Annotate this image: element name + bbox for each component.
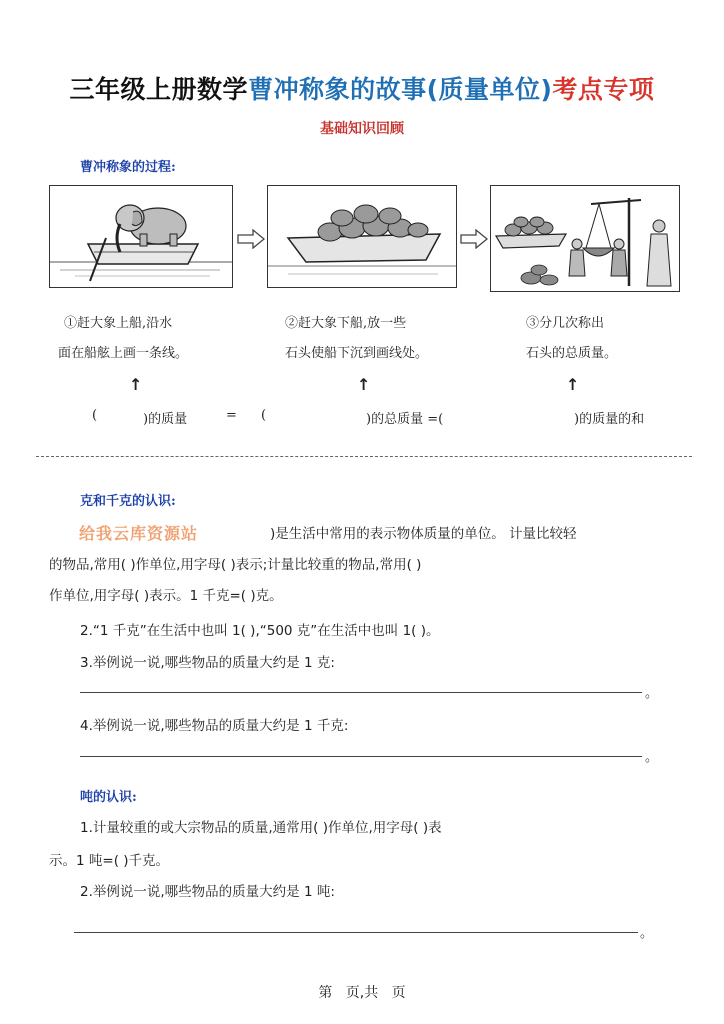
- section-divider: [36, 456, 692, 457]
- step-2-text: [285, 309, 428, 369]
- formula-open-paren-1: (: [92, 408, 98, 423]
- ton-q1-line2: 示。1 吨=( )千克。: [49, 853, 170, 869]
- answer-period: 。: [645, 686, 659, 701]
- boat-stones-image: [267, 185, 457, 288]
- step-2-line2: 石头使船下沉到画线处。: [285, 346, 429, 361]
- weighing-scene-image: [490, 185, 680, 292]
- answer-period: 。: [640, 926, 654, 941]
- up-arrow-icon: ↑: [357, 375, 371, 394]
- step-3-line1: ③分几次称出: [526, 316, 605, 331]
- step-3-text: [526, 309, 617, 369]
- step-1-text: [58, 309, 189, 369]
- gram-kg-q1-line1: )是生活中常用的表示物体质量的单位。 计量比较轻: [270, 526, 577, 542]
- formula-total-mass: )的总质量 =(: [366, 412, 444, 427]
- title-part-special: 考点专项: [552, 75, 655, 104]
- up-arrow-icon: ↑: [129, 375, 143, 394]
- gram-kg-q3: 3.举例说一说,哪些物品的质量大约是 1 克:: [80, 655, 335, 671]
- step-2-line1: ②赶大象下船,放一些: [285, 316, 407, 331]
- arrow-right-icon: [237, 229, 265, 249]
- gram-kg-q2: 2.“1 千克”在生活中也叫 1( ),“500 克”在生活中也叫 1( )。: [80, 623, 440, 639]
- step-1-line1: ①赶大象上船,沿水: [64, 316, 173, 331]
- process-section-label: 曹冲称象的过程:: [80, 160, 176, 175]
- formula-sum-of-mass: )的质量的和: [574, 412, 645, 427]
- arrow-right-icon: [460, 229, 488, 249]
- title-part-topic: 曹冲称象的故事(质量单位): [248, 75, 553, 104]
- formula-open-paren-2: (: [261, 408, 267, 423]
- elephant-boat-image: [49, 185, 233, 288]
- title-part-grade: 三年级上册数学: [69, 75, 249, 104]
- up-arrow-icon: ↑: [566, 375, 580, 394]
- answer-line-ton[interactable]: [74, 932, 638, 933]
- ton-section-label: 吨的认识:: [80, 790, 137, 805]
- page-title: [0, 70, 724, 106]
- watermark-text: 给我云库资源站: [79, 524, 199, 543]
- page-subtitle: 基础知识回顾: [320, 121, 404, 137]
- formula-mass-of: )的质量: [143, 412, 188, 427]
- ton-q1-line1: 1.计量较重的或大宗物品的质量,通常用( )作单位,用字母( )表: [80, 820, 442, 836]
- answer-period: 。: [645, 750, 659, 765]
- formula-equals: =: [226, 408, 237, 423]
- step-3-line2: 石头的总质量。: [526, 346, 618, 361]
- gram-kg-q1-line3: 作单位,用字母( )表示。1 千克=( )克。: [49, 588, 283, 604]
- gram-kg-q1-line2: 的物品,常用( )作单位,用字母( )表示;计量比较重的物品,常用( ): [49, 557, 422, 573]
- answer-line-q4[interactable]: [80, 756, 642, 757]
- gram-kg-q4: 4.举例说一说,哪些物品的质量大约是 1 千克:: [80, 718, 349, 734]
- step-1-line2: 面在船舷上画一条线。: [58, 346, 189, 361]
- gram-kilogram-section-label: 克和千克的认识:: [80, 494, 176, 509]
- page-footer: 第 页,共 页: [318, 985, 406, 1001]
- answer-line-q3[interactable]: [80, 692, 642, 693]
- ton-q2: 2.举例说一说,哪些物品的质量大约是 1 吨:: [80, 884, 335, 900]
